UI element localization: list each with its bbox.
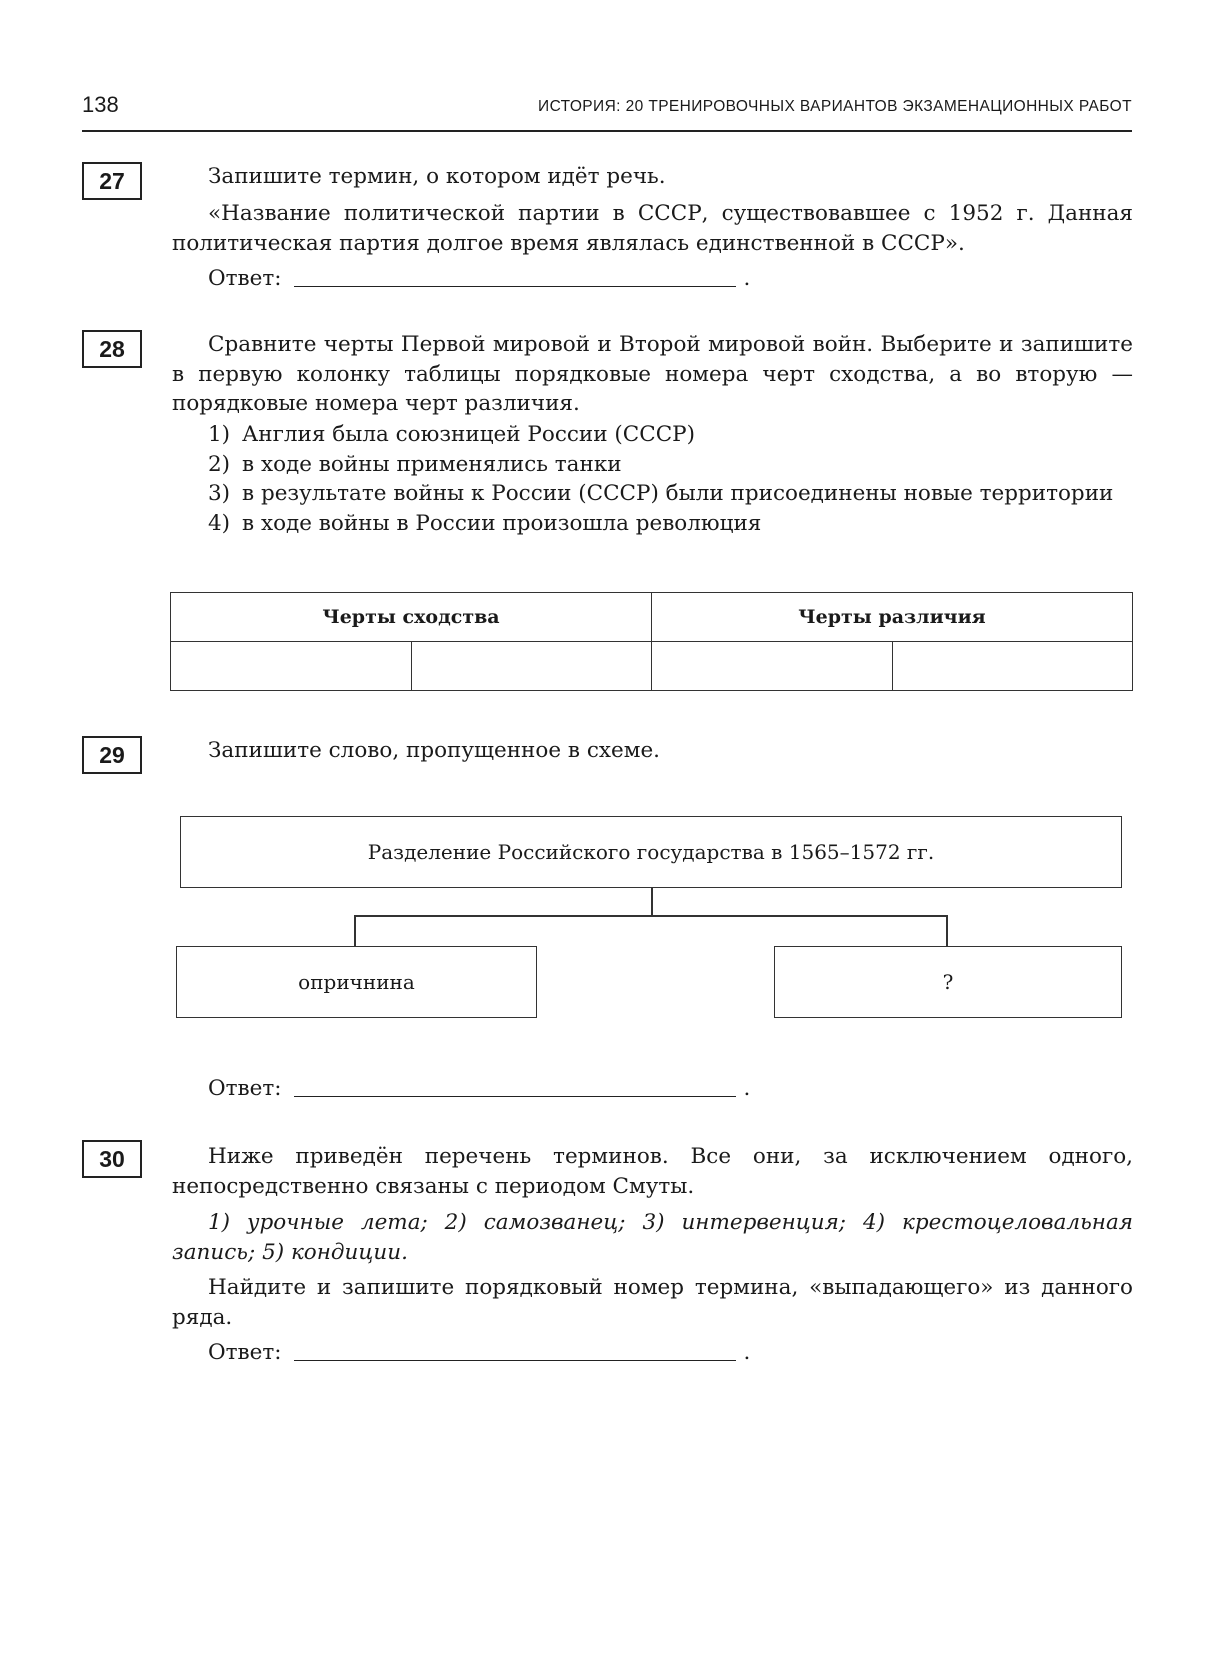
similarity-cell-2[interactable] <box>411 642 652 691</box>
task-27-instruction: Запишите термин, о котором идёт речь. <box>208 164 666 189</box>
task-29-number: 29 <box>82 736 142 774</box>
difference-cell-1[interactable] <box>652 642 893 691</box>
header-divider <box>82 130 1132 132</box>
scheme-right-box: ? <box>774 946 1122 1018</box>
task-27-quote: «Название политической партии в СССР, существовавшее с 1952 г. Данная политическая партия долгое время являлась единственной в СССР». <box>172 201 1133 256</box>
task-27-answer-line[interactable] <box>294 286 736 287</box>
similarity-cell-1[interactable] <box>171 642 412 691</box>
task-28-number: 28 <box>82 330 142 368</box>
task-28-features-list <box>208 420 1128 538</box>
task-28-answer-table <box>170 592 1133 691</box>
list-item: 1) Англия была союзницей России (СССР) <box>208 422 696 447</box>
task-29-answer <box>208 1074 750 1104</box>
scheme-connector <box>946 915 948 947</box>
answer-label: Ответ: <box>208 1340 282 1365</box>
scheme-connector <box>651 887 653 915</box>
answer-dot: . <box>743 1076 751 1101</box>
list-item: 3) в результате войны к России (СССР) были присоединены новые территории <box>208 481 1114 506</box>
task-29-answer-line[interactable] <box>294 1096 736 1097</box>
task-27-number: 27 <box>82 162 142 200</box>
list-item: 2) в ходе войны применялись танки <box>208 451 622 477</box>
differences-header: Черты различия <box>652 593 1133 642</box>
answer-label: Ответ: <box>208 266 282 291</box>
task-29-instruction: Запишите слово, пропущенное в схеме. <box>208 738 661 763</box>
scheme-top-box: Разделение Российского государства в 1565–1572 гг. <box>180 816 1122 888</box>
scheme-connector <box>354 915 948 917</box>
task-30-question: Найдите и запишите порядковый номер термина, «выпадающего» из данного ряда. <box>172 1275 1133 1330</box>
answer-dot: . <box>743 266 751 291</box>
similarities-header: Черты сходства <box>171 593 652 642</box>
scheme-connector <box>354 915 356 947</box>
task-30-terms: 1) урочные лета; 2) самозванец; 3) интервенция; 4) крестоцеловальная запись; 5) кондиции. <box>172 1210 1133 1265</box>
task-30-answer <box>208 1338 750 1368</box>
task-28-instruction: Сравните черты Первой мировой и Второй мировой войн. Выберите и запишите в первую колонку таблицы порядковые номера черт сходства, а во вторую — порядковые номера черт различия. <box>172 332 1133 416</box>
list-item: 4) в ходе войны в России произошла революция <box>208 510 762 536</box>
task-30-number: 30 <box>82 1140 142 1178</box>
running-title: ИСТОРИЯ: 20 ТРЕНИРОВОЧНЫХ ВАРИАНТОВ ЭКЗАМЕНАЦИОННЫХ РАБОТ <box>538 98 1132 115</box>
answer-label: Ответ: <box>208 1076 282 1101</box>
answer-dot: . <box>743 1340 751 1365</box>
task-30-instruction: Ниже приведён перечень терминов. Все они, за исключением одного, непосредственно связаны с периодом Смуты. <box>172 1144 1133 1199</box>
task-27-answer <box>208 264 750 294</box>
page-number: 138 <box>82 92 119 117</box>
difference-cell-2[interactable] <box>892 642 1133 691</box>
task-30-answer-line[interactable] <box>294 1360 736 1361</box>
scheme-left-box: опричнина <box>176 946 537 1018</box>
